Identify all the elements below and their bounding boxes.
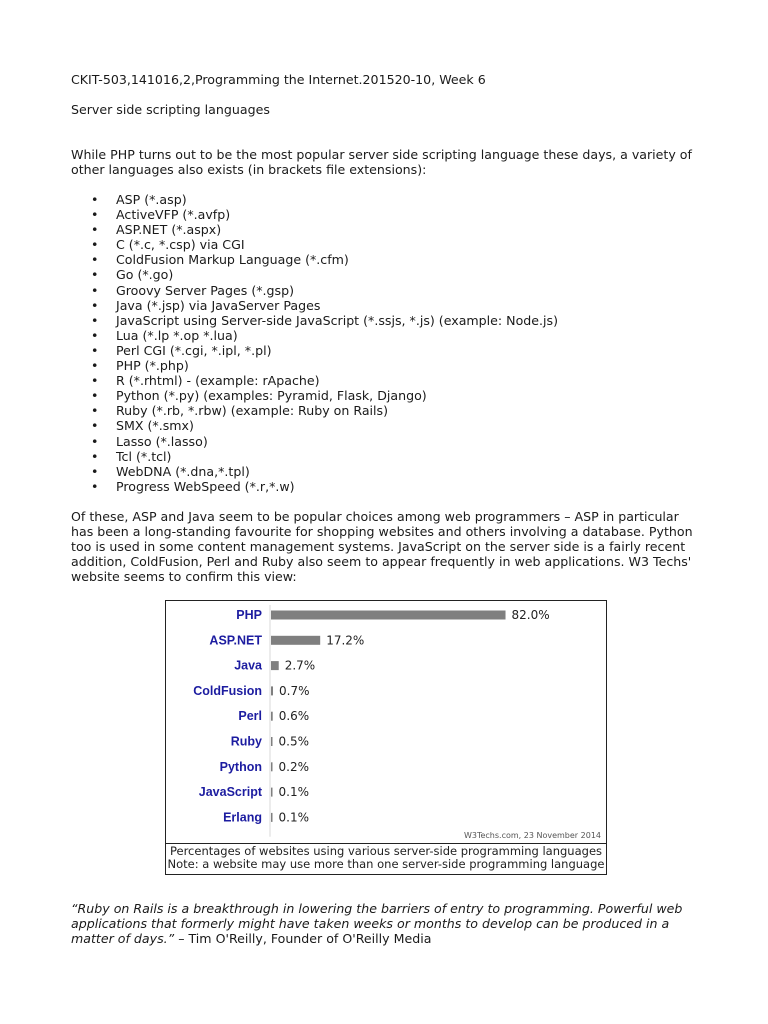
chart-source: W3Techs.com, 23 November 2014 xyxy=(463,830,601,840)
quote-attribution: – Tim O'Reilly, Founder of O'Reilly Media xyxy=(174,931,432,947)
value-label: 2.7% xyxy=(284,658,316,673)
list-item-text: Lasso (*.lasso) xyxy=(116,433,208,449)
list-item xyxy=(71,283,701,298)
list-item-text: SMX (*.smx) xyxy=(116,418,194,434)
list-item xyxy=(71,388,701,403)
list-item-text: Progress WebSpeed (*.r,*.w) xyxy=(116,478,295,494)
bar-chart xyxy=(165,600,607,844)
list-item-text: Python (*.py) (examples: Pyramid, Flask, Django) xyxy=(116,388,427,404)
bar xyxy=(271,762,273,771)
list-item-text: Go (*.go) xyxy=(116,267,174,283)
list-item-text: Groovy Server Pages (*.gsp) xyxy=(116,282,295,298)
chart-canvas xyxy=(166,601,606,843)
bullet-icon: • xyxy=(91,297,99,313)
caption-line-2: Note: a website may use more than one server-side programming language xyxy=(167,857,605,872)
bullet-icon: • xyxy=(91,207,99,223)
bullet-icon: • xyxy=(91,282,99,298)
intro-paragraph: While PHP turns out to be the most popular server side scripting language these days, a variety of other languages also exists (in brackets file extensions): xyxy=(71,147,692,177)
list-item xyxy=(71,358,701,373)
list-item-text: Lua (*.lp *.op *.lua) xyxy=(116,327,238,343)
value-label: 0.6% xyxy=(278,709,310,724)
quote-paragraph xyxy=(71,901,701,947)
list-item-text: Perl CGI (*.cgi, *.ipl, *.pl) xyxy=(116,342,272,358)
list-item xyxy=(71,313,701,328)
list-item-text: Ruby (*.rb, *.rbw) (example: Ruby on Rails) xyxy=(116,403,389,419)
value-label: 17.2% xyxy=(326,633,365,648)
bullet-icon: • xyxy=(91,342,99,358)
category-label: Python xyxy=(219,759,262,774)
bullet-icon: • xyxy=(91,192,99,207)
list-item xyxy=(71,464,701,479)
bullet-icon: • xyxy=(91,403,99,419)
list-item xyxy=(71,328,701,343)
list-item xyxy=(71,192,701,207)
bullet-icon: • xyxy=(91,222,99,238)
bullet-icon: • xyxy=(91,237,99,253)
bullet-icon: • xyxy=(91,433,99,449)
language-list xyxy=(71,192,701,494)
list-item-text: JavaScript using Server-side JavaScript (*.ssjs, *.js) (example: Node.js) xyxy=(116,312,559,328)
bullet-icon: • xyxy=(91,463,99,479)
list-item-text: PHP (*.php) xyxy=(116,358,189,374)
list-item-text: ActiveVFP (*.avfp) xyxy=(116,207,231,223)
bar xyxy=(271,813,273,822)
bullet-icon: • xyxy=(91,267,99,283)
list-item xyxy=(71,222,701,237)
bullet-icon: • xyxy=(91,312,99,328)
list-item-text: R (*.rhtml) - (example: rApache) xyxy=(116,373,320,389)
bar xyxy=(271,787,273,796)
list-item xyxy=(71,449,701,464)
value-label: 82.0% xyxy=(511,607,550,622)
bar xyxy=(271,686,273,695)
bar xyxy=(271,737,273,746)
list-item xyxy=(71,207,701,222)
list-item xyxy=(71,373,701,388)
chart-caption xyxy=(165,844,607,875)
category-label: JavaScript xyxy=(198,784,262,799)
category-label: Ruby xyxy=(230,734,262,749)
category-label: ColdFusion xyxy=(193,683,262,698)
list-item xyxy=(71,252,701,267)
bullet-icon: • xyxy=(91,252,99,268)
category-label: Erlang xyxy=(223,810,262,825)
value-label: 0.2% xyxy=(278,759,309,774)
body-paragraph: Of these, ASP and Java seem to be popular choices among web programmers – ASP in particular has been a long-standing favourite for shopping websites and others involving a database. Python too is used in some content management systems. JavaScript on the server side is a fairly recent addition, ColdFusion, Perl and Ruby also seem to appear frequently in web applications. W3 Techs' website seems to confirm this view: xyxy=(71,508,693,584)
list-item xyxy=(71,479,701,494)
list-item xyxy=(71,267,701,282)
list-item-text: Java (*.jsp) via JavaServer Pages xyxy=(116,297,321,313)
bar xyxy=(271,636,320,645)
bullet-icon: • xyxy=(91,358,99,374)
value-label: 0.5% xyxy=(278,734,309,749)
bullet-icon: • xyxy=(91,388,99,404)
list-item xyxy=(71,403,701,418)
list-item xyxy=(71,418,701,433)
bar xyxy=(271,661,279,670)
value-label: 0.7% xyxy=(279,683,310,698)
list-item-text: ColdFusion Markup Language (*.cfm) xyxy=(116,252,349,268)
value-label: 0.1% xyxy=(278,784,309,799)
list-item-text: ASP (*.asp) xyxy=(116,192,187,207)
list-item xyxy=(71,434,701,449)
list-item xyxy=(71,298,701,313)
list-item-text: ASP.NET (*.aspx) xyxy=(116,222,222,238)
list-item xyxy=(71,343,701,358)
bar xyxy=(271,712,273,721)
list-item-text: WebDNA (*.dna,*.tpl) xyxy=(116,463,250,479)
bullet-icon: • xyxy=(91,448,99,464)
value-label: 0.1% xyxy=(278,810,309,825)
category-label: ASP.NET xyxy=(209,633,262,648)
category-label: PHP xyxy=(236,607,262,622)
quote-text: “Ruby on Rails is a breakthrough in lowering the barriers of entry to programming. Powerful web applications that formerly might have taken weeks or months to develop can be produced in a matter of days.” xyxy=(71,900,683,947)
category-label: Java xyxy=(234,658,262,673)
bullet-icon: • xyxy=(91,327,99,343)
document-page xyxy=(71,72,701,946)
bar xyxy=(271,610,506,619)
category-label: Perl xyxy=(238,709,262,724)
course-header: CKIT-503,141016,2,Programming the Internet.201520-10, Week 6 xyxy=(71,72,486,87)
chart-figure xyxy=(165,600,607,875)
list-item xyxy=(71,237,701,252)
bullet-icon: • xyxy=(91,478,99,494)
bullet-icon: • xyxy=(91,373,99,389)
section-title: Server side scripting languages xyxy=(71,102,270,117)
caption-line-1: Percentages of websites using various server-side programming languages xyxy=(169,843,603,858)
list-item-text: Tcl (*.tcl) xyxy=(116,448,172,464)
bullet-icon: • xyxy=(91,418,99,434)
list-item-text: C (*.c, *.csp) via CGI xyxy=(116,237,245,253)
